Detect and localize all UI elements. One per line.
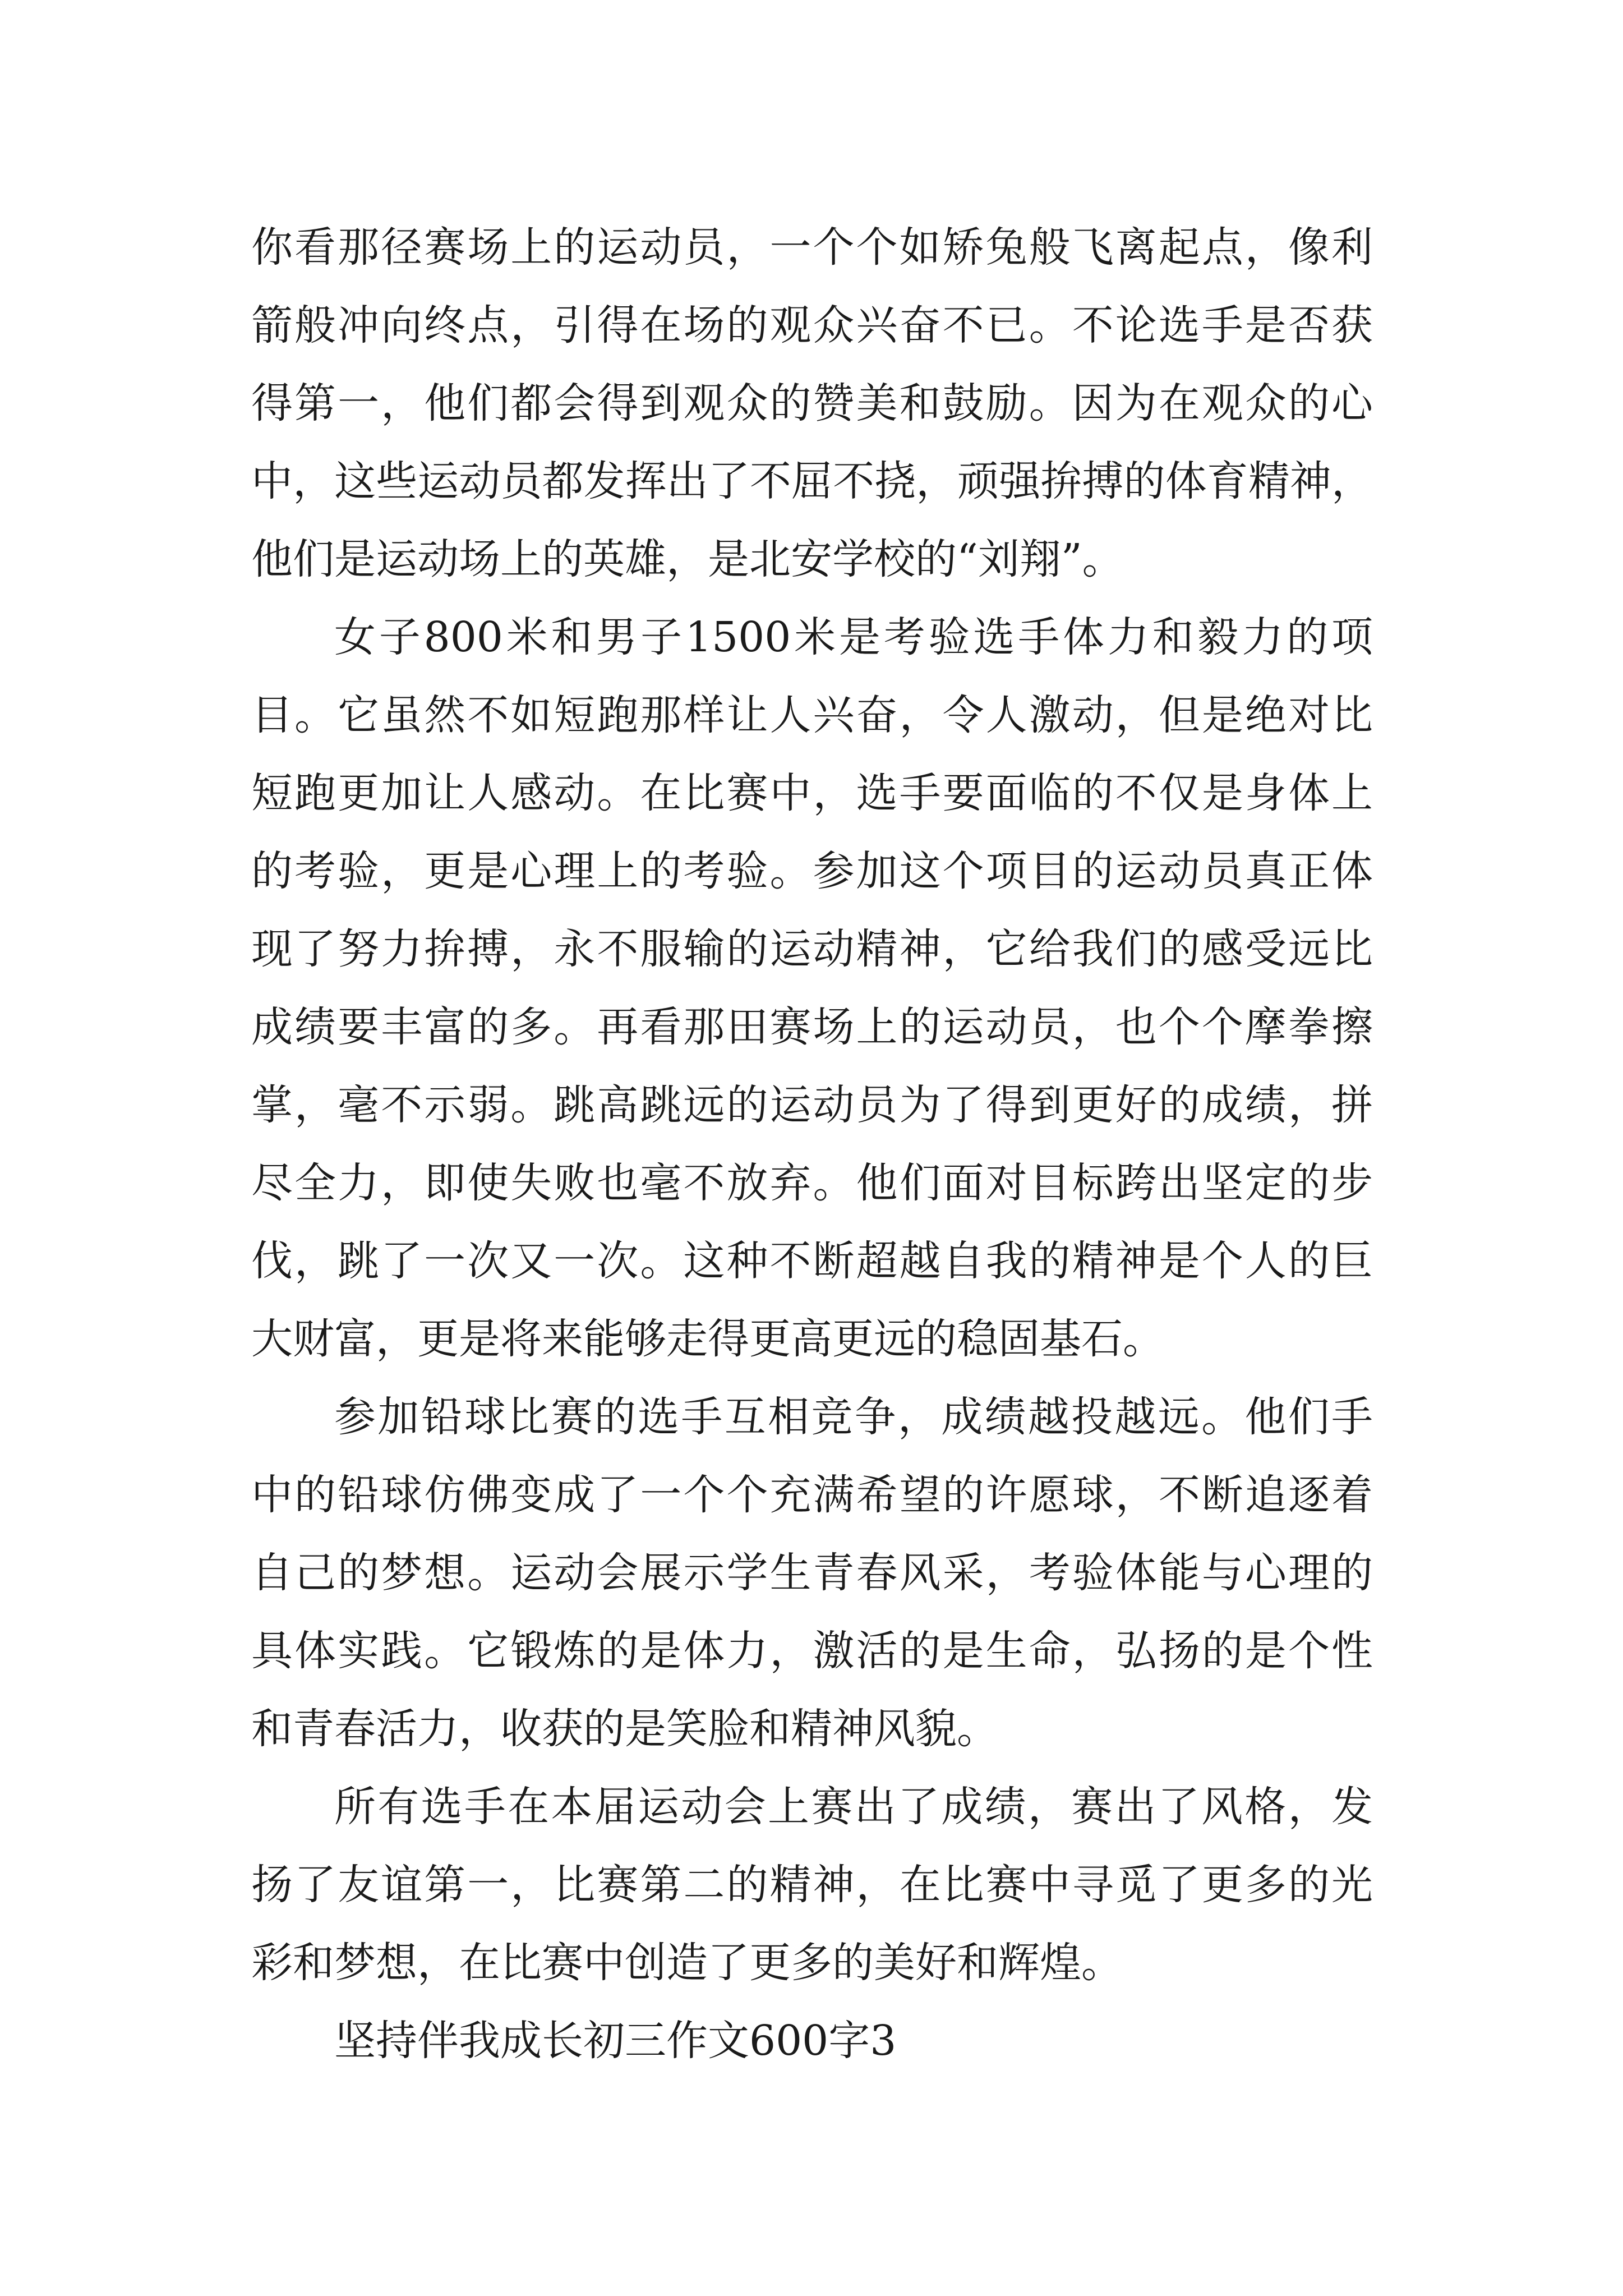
paragraph-first-line: 所有选手在本届运动会上赛出了成绩，赛出了风格，发 [334,1783,1373,1831]
text-line: 和青春活力，收获的是笑脸和精神风貌。 [251,1705,998,1753]
text-line: 箭般冲向终点，引得在场的观众兴奋不已。不论选手是否获 [251,301,1373,349]
text-line: 成绩要丰富的多。再看那田赛场上的运动员，也个个摩拳擦 [251,1003,1373,1051]
text-line: 短跑更加让人感动。在比赛中，选手要面临的不仅是身体上 [251,769,1373,817]
document-body [251,209,1373,2080]
text-line: 中，这些运动员都发挥出了不屈不挠，顽强拚搏的体育精神， [251,457,1373,505]
text-line: 具体实践。它锻炼的是体力，激活的是生命，弘扬的是个性 [251,1627,1373,1675]
text-line: 的考验，更是心理上的考验。参加这个项目的运动员真正体 [251,847,1373,895]
text-line: 得第一，他们都会得到观众的赞美和鼓励。因为在观众的心 [251,379,1373,427]
text-line: 目。它虽然不如短跑那样让人兴奋，令人激动，但是绝对比 [251,691,1373,739]
text-line: 尽全力，即使失败也毫不放弃。他们面对目标跨出坚定的步 [251,1159,1373,1207]
text-line: 现了努力拚搏，永不服输的运动精神，它给我们的感受远比 [251,925,1373,973]
section-heading: 坚持伴我成长初三作文600字3 [334,2017,897,2065]
text-line: 他们是运动场上的英雄，是北安学校的“刘翔”。 [251,535,1124,583]
text-line: 彩和梦想，在比赛中创造了更多的美好和辉煌。 [251,1939,1123,1987]
text-line: 自己的梦想。运动会展示学生青春风采，考验体能与心理的 [251,1549,1373,1597]
text-line: 扬了友谊第一，比赛第二的精神，在比赛中寻觅了更多的光 [251,1861,1373,1909]
text-line: 伐，跳了一次又一次。这种不断超越自我的精神是个人的巨 [251,1237,1373,1285]
text-line: 掌，毫不示弱。跳高跳远的运动员为了得到更好的成绩，拼 [251,1081,1373,1129]
text-line: 你看那径赛场上的运动员，一个个如矫兔般飞离起点，像利 [251,223,1373,272]
text-line: 中的铅球仿佛变成了一个个充满希望的许愿球，不断追逐着 [251,1471,1373,1519]
text-line: 大财富，更是将来能够走得更高更远的稳固基石。 [251,1315,1164,1363]
paragraph-first-line: 参加铅球比赛的选手互相竞争，成绩越投越远。他们手 [334,1393,1373,1441]
paragraph-first-line: 女子800米和男子1500米是考验选手体力和毅力的项 [334,613,1373,661]
